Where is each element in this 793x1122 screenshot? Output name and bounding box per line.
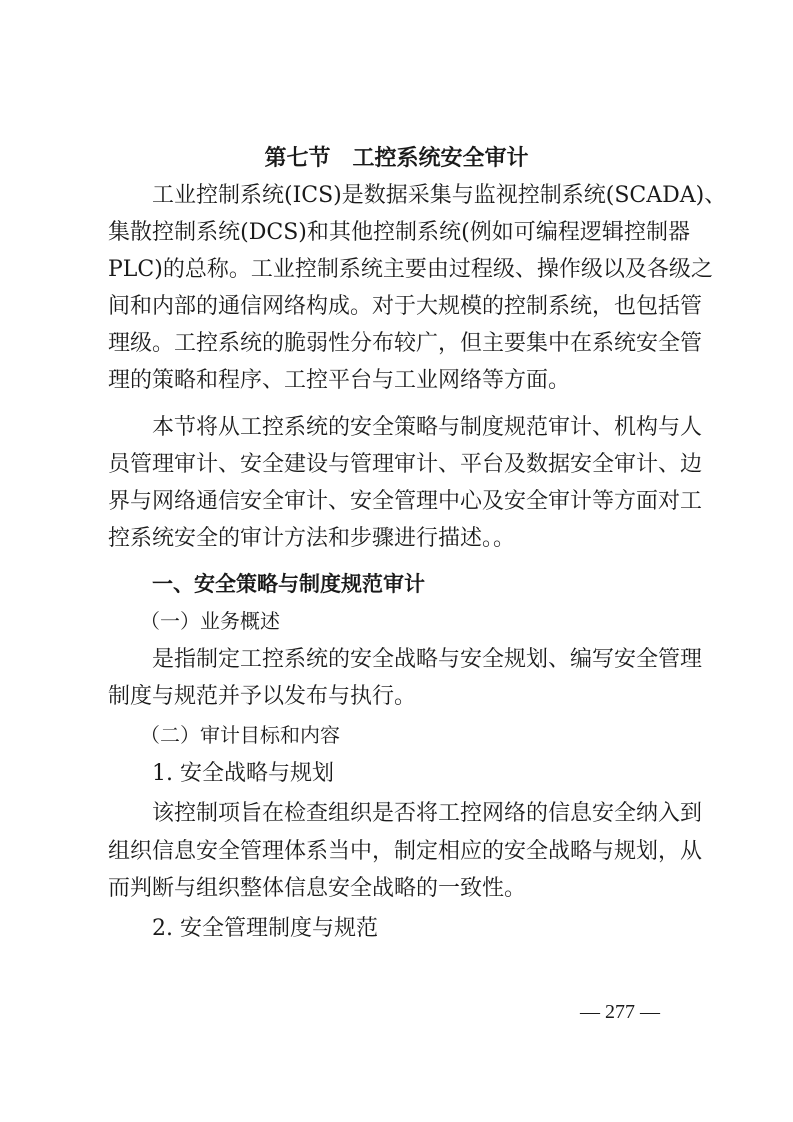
- text-line: 而判断与组织整体信息安全战略的一致性。: [108, 876, 527, 901]
- section-title: 第七节 工控系统安全审计: [264, 146, 529, 171]
- item-2-title: 2. 安全管理制度与规范: [152, 916, 378, 941]
- text-line: 控系统安全的审计方法和步骤进行描述。。: [108, 526, 516, 551]
- subheading-targets: （二）审计目标和内容: [140, 723, 340, 747]
- text-line: 该控制项旨在检查组织是否将工控网络的信息安全纳入到: [152, 801, 703, 826]
- heading-level-1: 一、安全策略与制度规范审计: [152, 572, 425, 596]
- text-line: 集散控制系统(DCS)和其他控制系统(例如可编程逻辑控制器: [108, 220, 690, 245]
- text-line: 界与网络通信安全审计、安全管理中心及安全审计等方面对工: [108, 489, 703, 514]
- subheading-overview: （一）业务概述: [140, 609, 280, 633]
- text-line: 理的策略和程序、工控平台与工业网络等方面。: [108, 368, 571, 393]
- text-line: 组织信息安全管理体系当中，制定相应的安全战略与规划，从: [108, 839, 703, 864]
- text-line: 理级。工控系统的脆弱性分布较广，但主要集中在系统安全管: [108, 331, 703, 356]
- item-1-title: 1. 安全战略与规划: [152, 761, 334, 786]
- text-line: PLC)的总称。工业控制系统主要由过程级、操作级以及各级之: [108, 257, 713, 282]
- text-line: 本节将从工控系统的安全策略与制度规范审计、机构与人: [152, 415, 703, 440]
- page-number: — 277 —: [580, 1001, 660, 1023]
- text-line: 员管理审计、安全建设与管理审计、平台及数据安全审计、边: [108, 452, 703, 477]
- text-line: 间和内部的通信网络构成。对于大规模的控制系统，也包括管: [108, 294, 703, 319]
- text-line: 是指制定工控系统的安全战略与安全规划、编写安全管理: [152, 647, 703, 672]
- text-line: 制度与规范并予以发布与执行。: [108, 684, 417, 709]
- text-line: 工业控制系统(ICS)是数据采集与监视控制系统(SCADA)、: [152, 183, 727, 208]
